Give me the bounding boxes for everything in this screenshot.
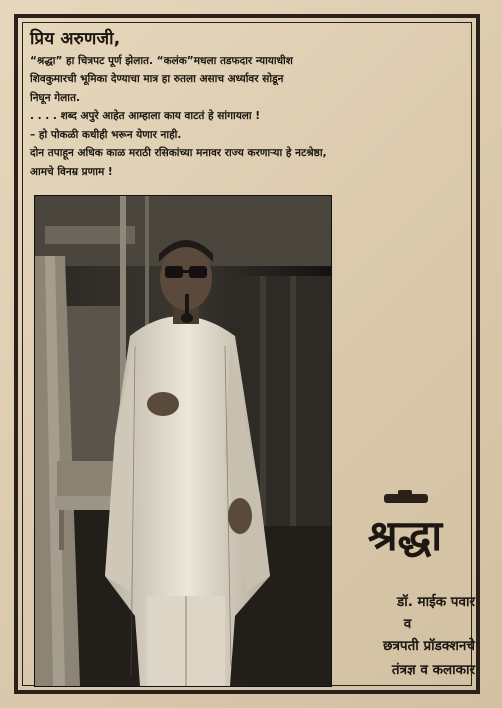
letter-salutation: प्रिय अरुणजी, xyxy=(30,29,121,49)
letter-line: निघून गेलात. xyxy=(30,91,80,104)
logo-text: श्रद्धा xyxy=(367,511,443,560)
letter-line: दोन तपाहून अधिक काळ मराठी रसिकांच्या मनावर राज्य करणाऱ्या हे नटश्रेष्ठा, xyxy=(30,147,327,159)
tribute-letter xyxy=(30,30,460,181)
portrait-photo xyxy=(34,195,332,687)
letter-line: . . . . शब्द अपुरे आहेत आम्हाला काय वाटतं हे सांगायला ! xyxy=(30,110,261,122)
credit-line-3: छत्रपती प्रॉडक्शनचे xyxy=(383,638,475,654)
letter-line: – हो पोकळी कधीही भरून येणार नाही. xyxy=(30,128,182,141)
credit-line-1: डॉ. माईक पवार xyxy=(396,594,475,610)
letter-line: आमचे विनम्र प्रणाम ! xyxy=(30,165,113,178)
letter-line: शिवकुमारची भूमिका देण्याचा मात्र हा रुतला असाच अर्ध्यावर सोडून xyxy=(30,73,284,85)
portrait-illustration xyxy=(35,196,331,686)
credit-line-4: तंत्रज्ञ व कलाकार xyxy=(391,662,475,678)
letter-line: “श्रद्धा” हा चित्रपट पूर्ण झेलात. “कलंक”मधला तडफदार न्यायाधीश xyxy=(30,54,293,67)
logo-graphic xyxy=(340,490,470,568)
credit-line-2: व xyxy=(403,616,412,632)
shraddha-logo xyxy=(340,490,470,568)
